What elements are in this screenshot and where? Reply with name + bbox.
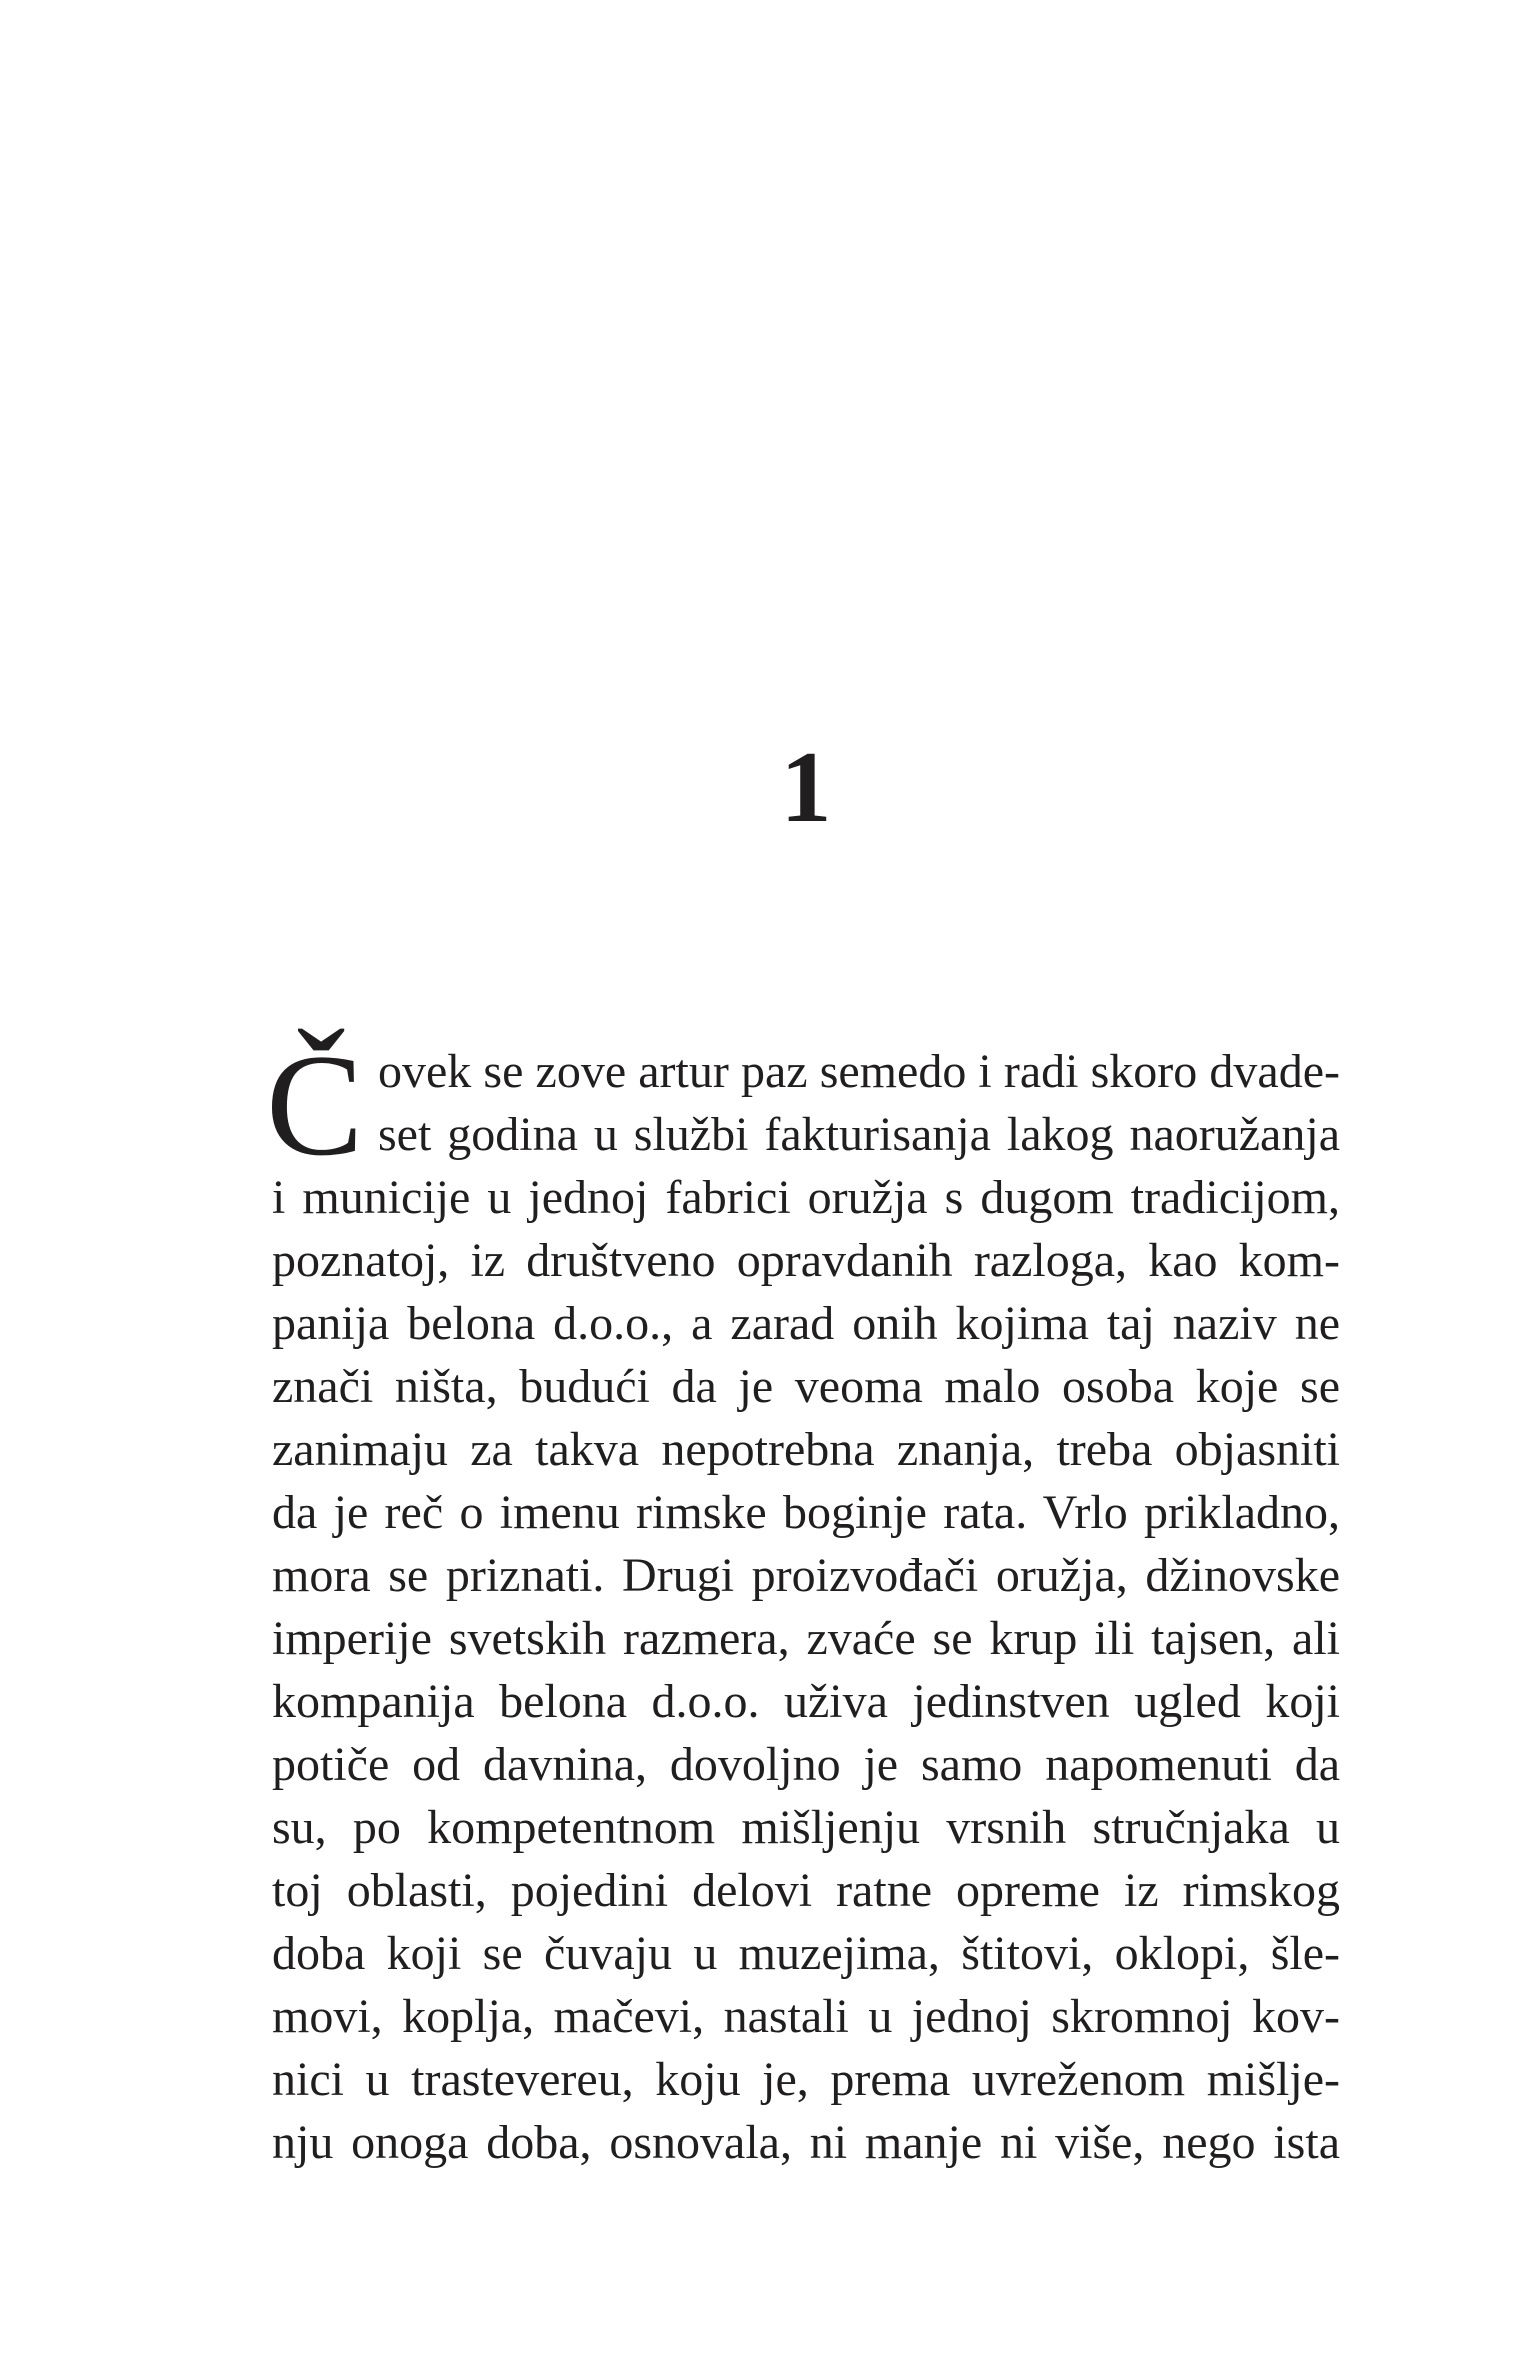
- text-line: doba koji se čuvaju u muzejima, štitovi, oklopi, šle-: [272, 1927, 1340, 1980]
- text-line: ovek se zove artur paz semedo i radi skoro dvade-: [378, 1045, 1340, 1098]
- text-line: znači ništa, budući da je veoma malo osoba koje se: [272, 1360, 1340, 1413]
- text-line: kompanija belona d.o.o. uživa jedinstven ugled koji: [272, 1675, 1340, 1728]
- body-lines: [272, 1166, 1340, 2174]
- text-line: imperije svetskih razmera, zvaće se krup ili tajsen, ali: [272, 1612, 1340, 1665]
- text-line: da je reč o imenu rimske boginje rata. Vrlo prikladno,: [272, 1486, 1340, 1539]
- text-line: nju onoga doba, osnovala, ni manje ni više, nego ista: [272, 2116, 1340, 2169]
- text-line: set godina u službi fakturisanja lakog naoružanja: [378, 1108, 1340, 1161]
- text-line: movi, koplja, mačevi, nastali u jednoj skromnoj kov-: [272, 1990, 1340, 2043]
- text-line: mora se priznati. Drugi proizvođači oružja, džinovske: [272, 1549, 1340, 1602]
- text-line: zanimaju za takva nepotrebna znanja, treba objasniti: [272, 1423, 1340, 1476]
- text-line: su, po kompetentnom mišljenju vrsnih stručnjaka u: [272, 1801, 1340, 1854]
- text-line: poznatoj, iz društveno opravdanih razloga, kao kom-: [272, 1234, 1340, 1287]
- text-line: i municije u jednoj fabrici oružja s dugom tradicijom,: [272, 1171, 1340, 1224]
- chapter-number: 1: [780, 731, 832, 844]
- text-line: panija belona d.o.o., a zarad onih kojima taj naziv ne: [272, 1297, 1340, 1350]
- text-line: potiče od davnina, dovoljno je samo napomenuti da: [272, 1738, 1340, 1791]
- paragraph: [266, 1024, 1340, 2174]
- dropcap-lines: [272, 1040, 1340, 1166]
- text-line: toj oblasti, pojedini delovi ratne opreme iz rimskog: [272, 1864, 1340, 1917]
- text-line: nici u trastevereu, koju je, prema uvreženom mišlje-: [272, 2053, 1340, 2106]
- dropcap-letter: Č: [266, 1024, 364, 1186]
